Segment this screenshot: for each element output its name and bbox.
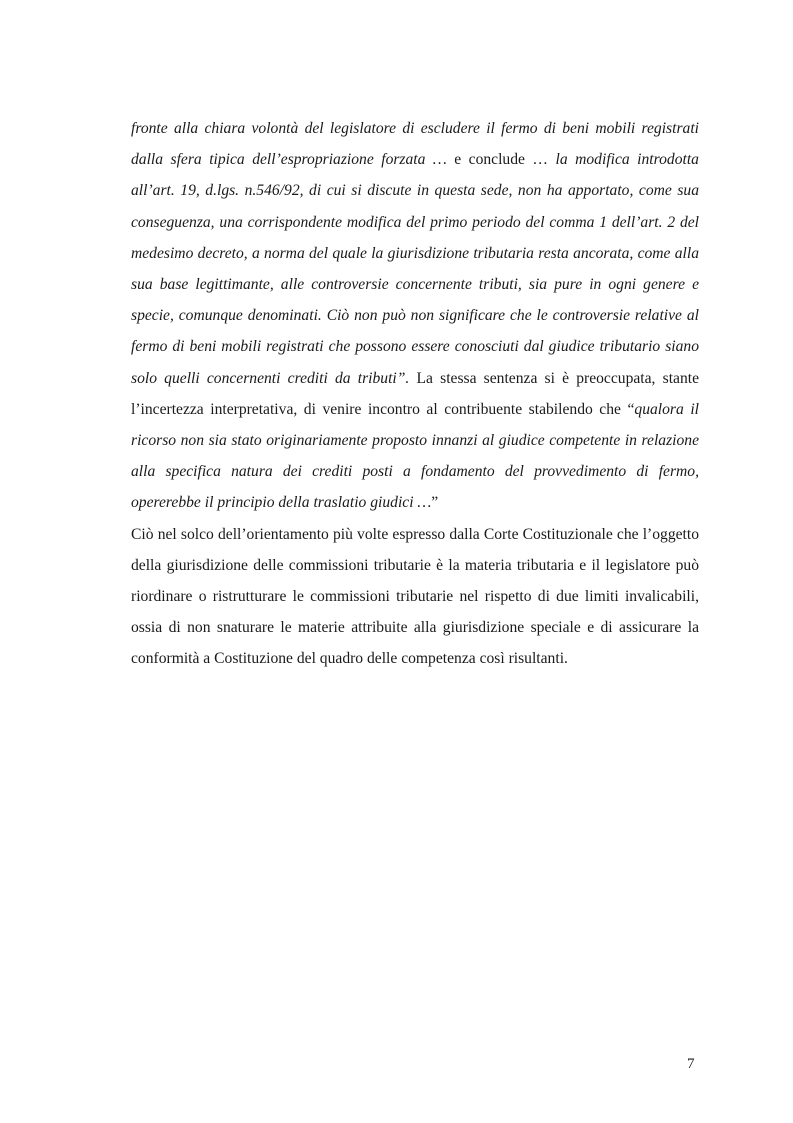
text-run: qualora il ricorso non sia stato originariamente proposto innanzi al giudice competente in relazione alla specifica natura dei crediti posti a fondamento del provvedimento di fermo, opererebbe il principio della traslatio giudici …	[131, 400, 699, 512]
paragraph-conclusion	[131, 519, 699, 675]
paragraph-quotation	[131, 113, 699, 519]
text-run: Ciò nel solco dell’orientamento più volte espresso dalla Corte Costituzionale che l’oggetto della giurisdizione delle commissioni tributarie è la materia tributaria e il legislatore può riordinare o ristrutturare le commissioni tributarie nel rispetto di due limiti invalicabili, ossia di non snaturare le materie attribuite alla giurisdizione speciale e di assicurare la conformità a Costituzione del quadro delle competenza così risultanti.	[131, 525, 699, 668]
text-run: la modifica introdotta all’art. 19, d.lgs. n.546/92, di cui si discute in questa sede, non ha apportato, come sua conseguenza, una corrispondente modifica del primo periodo del comma 1 dell’art. 2 del medesimo decreto, a norma del quale la giurisdizione tributaria resta ancorata, come alla sua base legittimante, alle controversie concernente tributi, sia pure in ogni genere e specie, comunque denominati. Ciò non può non significare che le controversie relative al fermo di beni mobili registrati che possono essere conosciuti dal giudice tributario siano solo quelli concernenti crediti da tributi”.	[131, 151, 699, 387]
page-number: 7	[687, 1056, 695, 1072]
text-run: fronte alla chiara volontà del legislatore di escludere il fermo di beni mobili registrati dalla sfera tipica dell’espropriazione forzata …	[131, 120, 699, 169]
text-run: La stessa sentenza si è preoccupata, stante l’incertezza interpretativa, di venire incontro al contribuente stabilendo che “	[131, 369, 699, 418]
body-text	[131, 113, 699, 675]
text-run: ”	[431, 494, 439, 512]
text-run: e conclude …	[446, 151, 556, 169]
